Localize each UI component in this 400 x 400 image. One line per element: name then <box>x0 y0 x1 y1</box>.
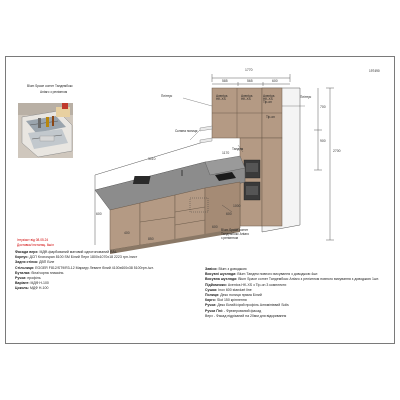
spec-right-row: Підйомники: Aventos HK-XS з Tip-on 3 комплекти <box>205 282 287 287</box>
spec-right-row: Ручки: Деко Білий/сірий профіль Алюмінієвий Solis <box>205 303 289 308</box>
specs-left <box>15 250 200 292</box>
sink <box>133 176 151 184</box>
callout-mid-note: Тандем <box>232 147 244 151</box>
callout-glass-shelves: Скляна полиця <box>175 129 198 133</box>
spec-left-row: Цоколь: МДФ H-100 <box>15 286 49 291</box>
glass-shelves <box>200 126 212 143</box>
red-note-2: Доставка/ інсталяц. 6шіл <box>17 243 54 247</box>
photo-caption-2: Antaro з реліингом <box>40 90 68 94</box>
sheet-code: 197490 <box>369 69 380 73</box>
dim-left-run: 3010 <box>148 157 156 161</box>
dim-corner-b: 600 <box>212 225 218 229</box>
spec-left-row: Корпус: ДСП Kronospan 8100 SM Білий Перл 1800х1070х18 2223 грн./лист <box>15 255 138 260</box>
spec-left-row: Варіант: МДФ H-100 <box>15 281 49 286</box>
dim-top-1: 585 <box>222 79 228 83</box>
dim-left-depth: 600 <box>96 212 102 216</box>
spec-left-row: Бутилка: біла/чорна пласкінь <box>15 270 64 275</box>
height-dimensions <box>314 88 334 240</box>
dim-top-2: 565 <box>247 79 253 83</box>
callout-lift-small: Aventos HK-XS Tip-on <box>263 94 275 105</box>
dim-corner-a: 600 <box>226 212 232 216</box>
spec-right-row: Висувні шухляди: Blum Тандем повного висування з доводжою 4шт. <box>205 272 319 277</box>
red-note-1: Інтузіаст від 08.05.24 <box>17 238 49 242</box>
dim-h-2: 900 <box>320 139 326 143</box>
dim-base-b: 850 <box>148 237 154 241</box>
dim-small-a: 1000 <box>233 204 241 208</box>
spec-right-row: Ручки Пні: - Фрезерований фасад <box>205 308 262 313</box>
spec-left-row: Фасади верх: МДФ-фарбований матовий однотонований RAL <box>15 250 117 254</box>
dim-top-total: 1770 <box>245 68 253 72</box>
spec-left-row: Стільниця: EGGER F812/ST9/R3-12 Мармур Левант білий 4100х600х38 5100грн./шт. <box>15 265 154 270</box>
callout-lift-left: Aventos HK-XS <box>216 94 228 102</box>
dim-h-1: 700 <box>320 105 326 109</box>
spec-right-row: Верх - Фасад підрізаний на 20мм для відкривання <box>205 313 287 318</box>
spec-right-row: Сушка: Inox 600 standart line <box>205 287 252 292</box>
callout-plinth-left: Плінтус <box>161 94 173 98</box>
spec-left-row: Задня стінка: ДВП Біле <box>15 260 55 265</box>
callout-lift-right: Aventos HK-XS <box>241 94 253 102</box>
spec-right-row: Висувна шухляда: Blum Space corner Тандембокс Antaro з реліингом повного висування з доводжою 1шт. <box>205 277 379 282</box>
spec-right-row: Полиця: Деко полиця пряма Білий <box>205 293 262 298</box>
dim-top-3: 600 <box>272 79 278 83</box>
dim-base-a: 400 <box>124 231 130 235</box>
spec-left-row: Ручки: профіль <box>15 276 41 281</box>
spec-right-row: Завіси: Blum з доводжою <box>205 267 247 271</box>
callout-tip-on: Tip-on <box>266 115 275 119</box>
callout-corner-note: Blum Space corner Тандембокс Antaro з реліингом <box>221 228 250 240</box>
dim-h-3: 2700 <box>333 149 341 153</box>
dim-small-b: 1170 <box>222 151 230 155</box>
spec-right-row: Карго: Slot 150 кріплення <box>205 298 247 303</box>
photo-caption-1: Blum Space corner Тандембокс <box>27 84 73 88</box>
callout-plinth-right: Плінтус <box>300 95 312 99</box>
specs-right <box>205 267 390 319</box>
